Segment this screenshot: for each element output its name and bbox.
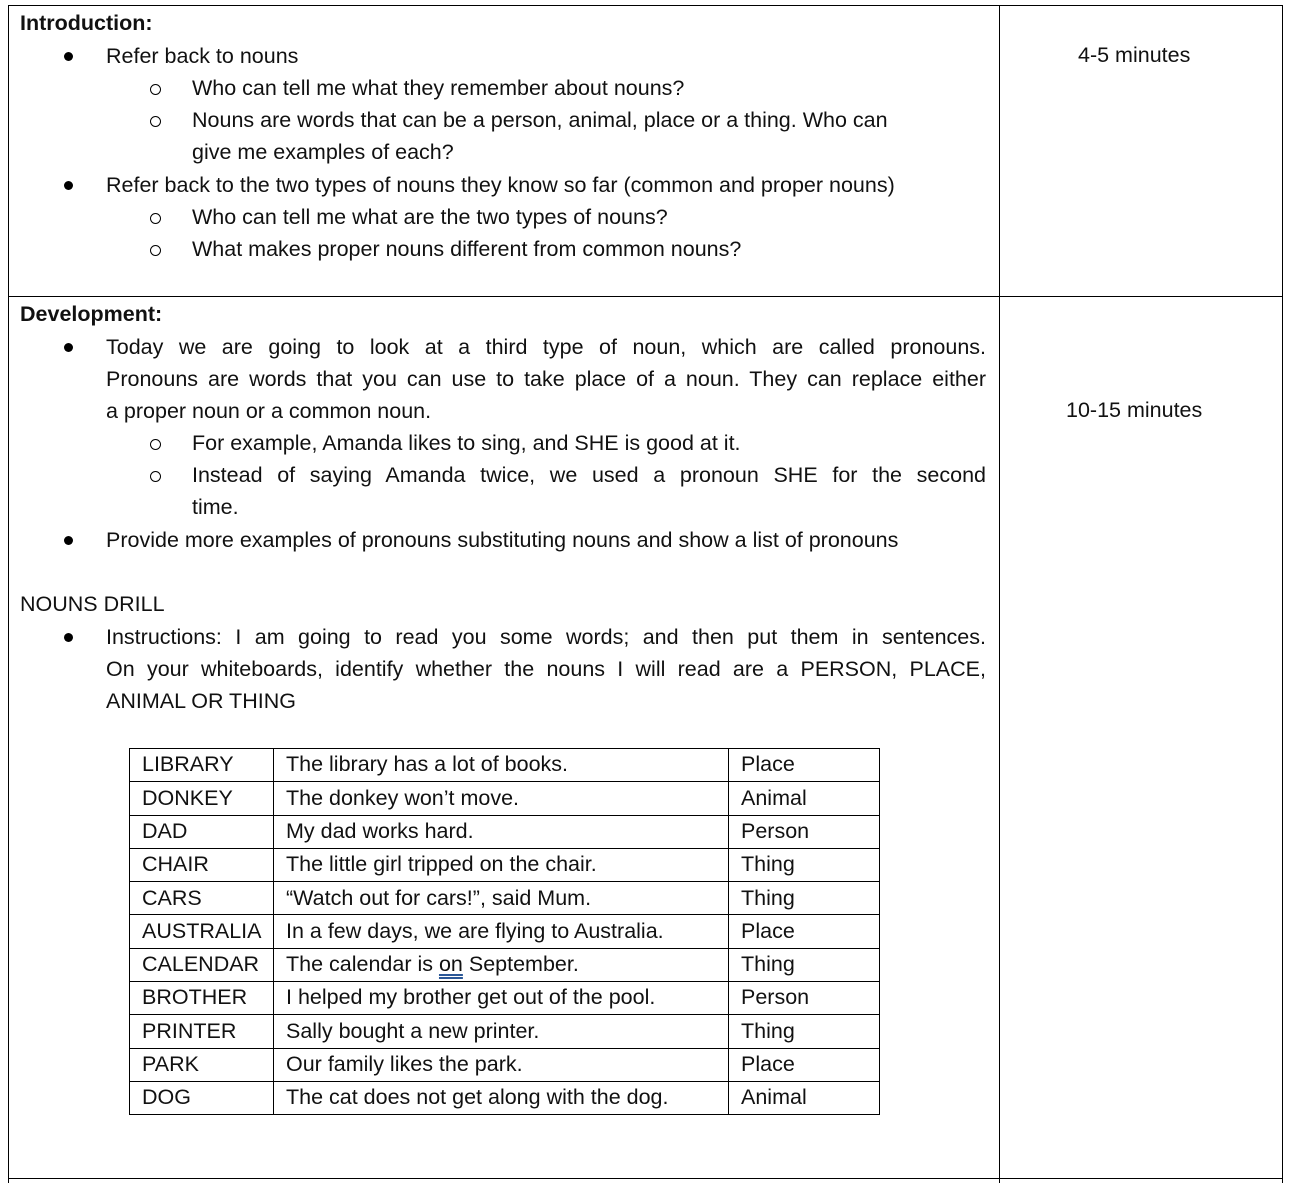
noun-word: CALENDAR [130, 948, 274, 981]
nouns-drill-title: NOUNS DRILL [20, 592, 165, 616]
noun-sentence [274, 948, 729, 981]
noun-sentence: My dad works hard. [274, 815, 729, 848]
introduction-time: 4-5 minutes [1078, 43, 1191, 67]
noun-word: LIBRARY [130, 749, 274, 782]
noun-sentence: In a few days, we are flying to Australia. [274, 915, 729, 948]
instructions-line-1: Instructions: I am going to read you some words; and then put them in sentences. [106, 625, 986, 649]
sentence-part: September. [462, 952, 579, 977]
noun-word: CHAIR [130, 848, 274, 881]
noun-type: Person [729, 815, 880, 848]
table-row [130, 749, 880, 782]
noun-word: DAD [130, 815, 274, 848]
instructions-line-2: On your whiteboards, identify whether the nouns I will read are a PERSON, PLACE, [106, 657, 986, 681]
dev-sub-2-line-1: Instead of saying Amanda twice, we used a pronoun SHE for the second [192, 463, 986, 487]
table-border-left [8, 5, 9, 1183]
noun-type: Place [729, 1048, 880, 1081]
dev-bullet-1-line-2: Pronouns are words that you can use to take place of a noun. They can replace either [106, 367, 986, 391]
sentence-part: The calendar is [286, 952, 439, 977]
noun-word: PARK [130, 1048, 274, 1081]
noun-type: Thing [729, 948, 880, 981]
noun-type: Place [729, 749, 880, 782]
noun-word: DOG [130, 1081, 274, 1114]
bullet-icon [64, 633, 73, 642]
table-row [130, 982, 880, 1015]
instructions-line-3: ANIMAL OR THING [106, 689, 296, 713]
noun-word: DONKEY [130, 782, 274, 815]
noun-type: Thing [729, 1015, 880, 1048]
circle-bullet-icon [150, 116, 161, 127]
circle-bullet-icon [150, 439, 161, 450]
intro-sub-2-line-1: Nouns are words that can be a person, animal, place or a thing. Who can [192, 108, 888, 132]
table-border-top [8, 5, 1283, 6]
noun-word: PRINTER [130, 1015, 274, 1048]
table-border-bottom [8, 1178, 1283, 1179]
noun-sentence: The library has a lot of books. [274, 749, 729, 782]
table-row [130, 815, 880, 848]
dev-bullet-1-line-1: Today we are going to look at a third type of noun, which are called pronouns. [106, 335, 986, 359]
dev-sub-1: For example, Amanda likes to sing, and SHE is good at it. [192, 431, 741, 455]
noun-type: Animal [729, 1081, 880, 1114]
noun-type: Animal [729, 782, 880, 815]
noun-sentence: Our family likes the park. [274, 1048, 729, 1081]
dev-sub-2-line-2: time. [192, 495, 239, 519]
noun-sentence: I helped my brother get out of the pool. [274, 982, 729, 1015]
noun-sentence: “Watch out for cars!”, said Mum. [274, 882, 729, 915]
introduction-heading: Introduction: [20, 11, 153, 35]
table-row [130, 1015, 880, 1048]
noun-type: Place [729, 915, 880, 948]
bullet-icon [64, 343, 73, 352]
noun-word: BROTHER [130, 982, 274, 1015]
intro-bullet-1: Refer back to nouns [106, 44, 299, 68]
noun-type: Thing [729, 848, 880, 881]
circle-bullet-icon [150, 213, 161, 224]
noun-word: AUSTRALIA [130, 915, 274, 948]
intro-sub-1: Who can tell me what they remember about nouns? [192, 76, 685, 100]
table-row [130, 1048, 880, 1081]
table-row [130, 848, 880, 881]
table-row [130, 915, 880, 948]
development-time: 10-15 minutes [1066, 398, 1203, 422]
column-divider [999, 5, 1000, 1183]
table-row [130, 1081, 880, 1114]
dev-bullet-1-line-3: a proper noun or a common noun. [106, 399, 432, 423]
row-divider [8, 296, 1283, 297]
bullet-icon [64, 52, 73, 61]
noun-type: Thing [729, 882, 880, 915]
bullet-icon [64, 536, 73, 545]
noun-type: Person [729, 982, 880, 1015]
table-border-right [1282, 5, 1283, 1183]
noun-sentence: The cat does not get along with the dog. [274, 1081, 729, 1114]
dev-bullet-2: Provide more examples of pronouns substituting nouns and show a list of pronouns [106, 528, 899, 552]
circle-bullet-icon [150, 471, 161, 482]
development-heading: Development: [20, 302, 163, 326]
table-row [130, 882, 880, 915]
nouns-drill-table [129, 748, 880, 1115]
table-row [130, 948, 880, 981]
bullet-icon [64, 181, 73, 190]
circle-bullet-icon [150, 245, 161, 256]
grammar-flagged-word: on [438, 952, 463, 977]
noun-sentence: The donkey won’t move. [274, 782, 729, 815]
table-row [130, 782, 880, 815]
noun-sentence: Sally bought a new printer. [274, 1015, 729, 1048]
noun-word: CARS [130, 882, 274, 915]
circle-bullet-icon [150, 84, 161, 95]
intro-bullet-2: Refer back to the two types of nouns they know so far (common and proper nouns) [106, 173, 895, 197]
intro-sub-2-line-2: give me examples of each? [192, 140, 454, 164]
intro-sub-3: Who can tell me what are the two types of nouns? [192, 205, 668, 229]
noun-sentence: The little girl tripped on the chair. [274, 848, 729, 881]
intro-sub-4: What makes proper nouns different from common nouns? [192, 237, 742, 261]
